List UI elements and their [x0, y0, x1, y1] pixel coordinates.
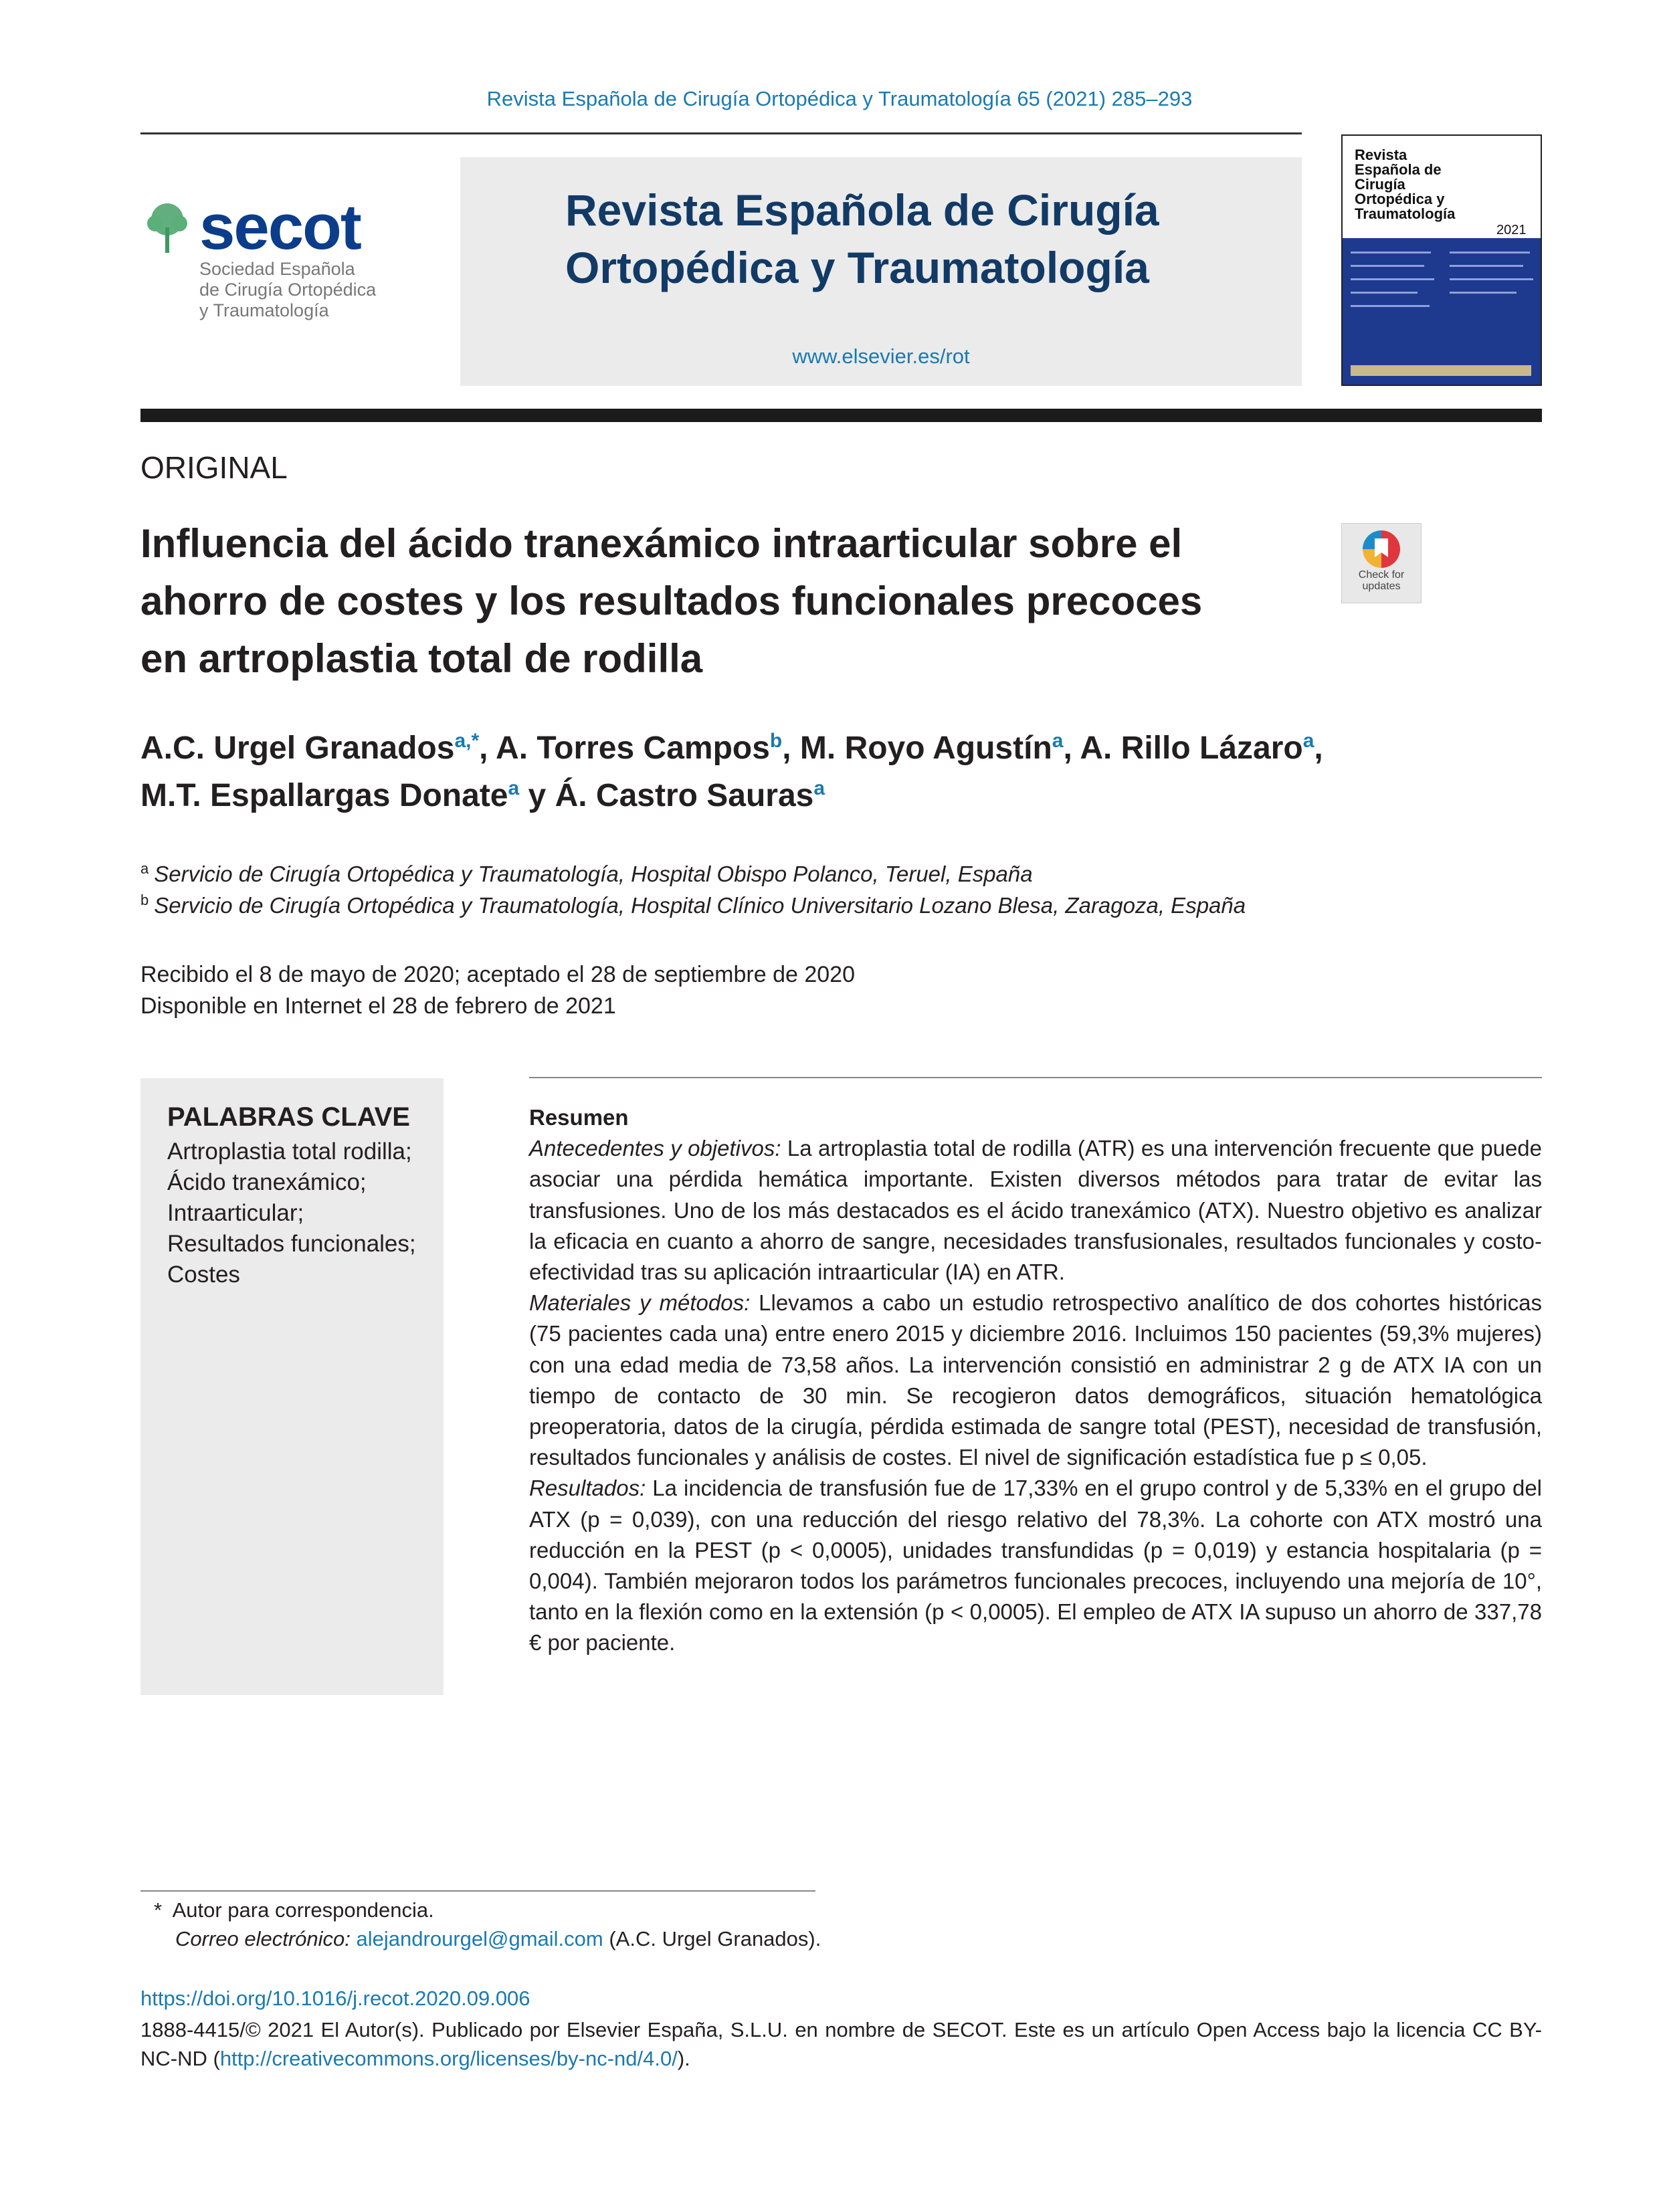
keyword: Artroplastia total rodilla;	[167, 1138, 412, 1165]
license-end: ).	[677, 2047, 690, 2070]
journal-title-line: Ortopédica y Traumatología	[565, 243, 1149, 292]
check-updates-label: updates	[1362, 581, 1401, 592]
online-date: Disponible en Internet el 28 de febrero de 2021	[140, 993, 616, 1019]
keywords-heading: PALABRAS CLAVE	[167, 1102, 410, 1132]
affiliation-mark: a	[140, 860, 149, 877]
abstract-section-text: La artroplastia total de rodilla (ATR) es una intervención frecuente que puede asociar una pérdida hemática importante. Existen diversos métodos para tratar de evitar las transfusiones. Uno de los más destacados es el ácido tranexámico (ATX). Nuestro objetivo es analizar la eficacia en cuanto a ahorro de sangre, necesidades transfusionales, resultados funcionales y costo-efectividad tras su aplicación intraarticular (IA) en ATR.	[529, 1136, 1543, 1285]
abstract-section-label: Materiales y métodos:	[529, 1290, 751, 1316]
license-text	[140, 2015, 1542, 2073]
footnote-rule	[140, 1890, 815, 1892]
author-name: A. Torres Campos	[496, 730, 770, 766]
license-statement: 1888-4415/© 2021 El Autor(s). Publicado por Elsevier España, S.L.U. en nombre de SECOT. Este es un artículo Open Access bajo la licencia CC BY-NC-ND (	[140, 2018, 1542, 2070]
title-line: Influencia del ácido tranexámico intraarticular sobre el	[140, 521, 1183, 566]
author-name: A. Rillo Lázaro	[1080, 730, 1303, 766]
journal-title	[565, 181, 1159, 296]
keyword: Resultados funcionales;	[167, 1231, 416, 1257]
license-link[interactable]: http://creativecommons.org/licenses/by-nc-nd/4.0/	[219, 2047, 678, 2070]
abstract-section	[529, 1288, 1542, 1473]
abstract-section-label: Antecedentes y objetivos:	[529, 1136, 781, 1161]
author-affiliation-mark[interactable]: a	[1302, 730, 1314, 752]
correspondence-email	[175, 1927, 821, 1951]
logo-wordmark: secot	[199, 191, 361, 263]
title-line: ahorro de costes y los resultados funcionales precoces	[140, 579, 1203, 623]
author-separator: ,	[782, 730, 800, 766]
abstract-section	[529, 1473, 1542, 1658]
cover-contents-band	[1343, 238, 1541, 386]
correspondence-note	[154, 1898, 434, 1922]
author-list	[140, 721, 1323, 816]
journal-cover-thumbnail	[1341, 134, 1542, 386]
logo-subtitle-line: Sociedad Española	[199, 259, 355, 279]
author-name: Á. Castro Sauras	[555, 778, 814, 813]
footnote-mark: *	[154, 1898, 163, 1922]
header-rule	[140, 132, 1302, 134]
author-affiliation-mark[interactable]: a	[1052, 730, 1064, 752]
author-affiliation-mark[interactable]: a	[508, 777, 520, 799]
abstract-section-text: Llevamos a cabo un estudio retrospectivo analítico de dos cohortes históricas (75 pacientes cada una) entre enero 2015 y diciembre 2016. Incluimos 150 pacientes (59,3% mujeres) con una edad media de 73,58 años. La intervención consistió en administrar 2 g de ATX IA con un tiempo de contacto de 30 min. Se recogieron datos demográficos, situación hematológica preoperatoria, datos de la cirugía, pérdida estimada de sangre total (PEST), necesidad de transfusión, resultados funcionales y análisis de costes. El nivel de significación estadística fue p ≤ 0,05.	[529, 1290, 1542, 1470]
keyword: Costes	[167, 1262, 240, 1288]
affiliation	[140, 860, 1033, 887]
cover-title: Revista Española de Cirugía Ortopédica y Traumatología	[1355, 146, 1456, 222]
affiliation-text: Servicio de Cirugía Ortopédica y Traumatología, Hospital Clínico Universitario Lozano Blesa, Zaragoza, España	[154, 893, 1246, 918]
bookmark-icon	[1363, 530, 1400, 568]
tree-icon	[140, 201, 194, 254]
abstract-rule	[529, 1077, 1542, 1078]
author-separator: y	[519, 778, 555, 813]
author-name: A.C. Urgel Granados	[140, 730, 455, 766]
affiliation	[140, 892, 1246, 918]
abstract-section-text: La incidencia de transfusión fue de 17,33% en el grupo control y de 5,33% en el grupo del ATX (p = 0,039), con una reducción del riesgo relativo del 78,3%. La cohorte con ATX mostró una reducción en la PEST (p < 0,0005), unidades transfundidas (p = 0,019) y estancia hospitalaria (p = 0,004). También mejoraron todos los parámetros funcionales precoces, incluyendo una mejoría de 10°, tanto en la flexión como en la extensión (p < 0,0005). El empleo de ATX IA supuso un ahorro de 337,78 € por paciente.	[529, 1476, 1542, 1655]
check-updates-label: Check for	[1358, 569, 1405, 581]
journal-title-line: Revista Española de Cirugía	[565, 185, 1159, 235]
author-name: M.T. Espallargas Donate	[140, 778, 508, 813]
keyword: Intraarticular;	[167, 1200, 304, 1226]
journal-banner	[460, 157, 1302, 386]
author-name: M. Royo Agustín	[799, 730, 1052, 766]
email-label: Correo electrónico:	[175, 1927, 351, 1950]
journal-citation[interactable]: Revista Española de Cirugía Ortopédica y Traumatología 65 (2021) 285–293	[486, 87, 1193, 110]
check-for-updates-button[interactable]	[1341, 523, 1422, 603]
abstract-heading: Resumen	[529, 1105, 629, 1130]
footnote-text: Autor para correspondencia.	[172, 1898, 434, 1922]
abstract	[529, 1102, 1542, 1659]
title-line: en artroplastia total de rodilla	[140, 636, 703, 681]
journal-url-link[interactable]: www.elsevier.es/rot	[792, 344, 970, 368]
keyword: Ácido tranexámico;	[167, 1169, 367, 1195]
header-bar	[140, 409, 1542, 422]
secot-logo	[140, 191, 421, 324]
logo-subtitle-line: y Traumatología	[199, 300, 329, 320]
author-affiliation-mark[interactable]: a,*	[454, 730, 480, 752]
article-type: ORIGINAL	[140, 450, 288, 485]
affiliation-mark: b	[140, 892, 149, 908]
keywords-box	[140, 1078, 444, 1695]
affiliation-text: Servicio de Cirugía Ortopédica y Traumatología, Hospital Obispo Polanco, Teruel, España	[154, 862, 1033, 886]
article-title	[140, 515, 1202, 688]
author-separator: ,	[1314, 730, 1323, 766]
cover-year: 2021	[1496, 223, 1527, 237]
email-owner: (A.C. Urgel Granados).	[603, 1927, 821, 1950]
author-separator: ,	[1063, 730, 1080, 766]
doi-link[interactable]: https://doi.org/10.1016/j.recot.2020.09.006	[140, 1987, 530, 2010]
author-separator: ,	[479, 730, 496, 766]
logo-subtitle	[199, 259, 376, 321]
author-affiliation-mark[interactable]: b	[769, 730, 783, 752]
email-link[interactable]: alejandrourgel@gmail.com	[356, 1927, 603, 1950]
abstract-section	[529, 1133, 1542, 1288]
author-affiliation-mark[interactable]: a	[813, 777, 825, 799]
abstract-section-label: Resultados:	[529, 1476, 646, 1501]
received-date: Recibido el 8 de mayo de 2020; aceptado el 28 de septiembre de 2020	[140, 962, 855, 987]
logo-subtitle-line: de Cirugía Ortopédica	[199, 280, 377, 300]
